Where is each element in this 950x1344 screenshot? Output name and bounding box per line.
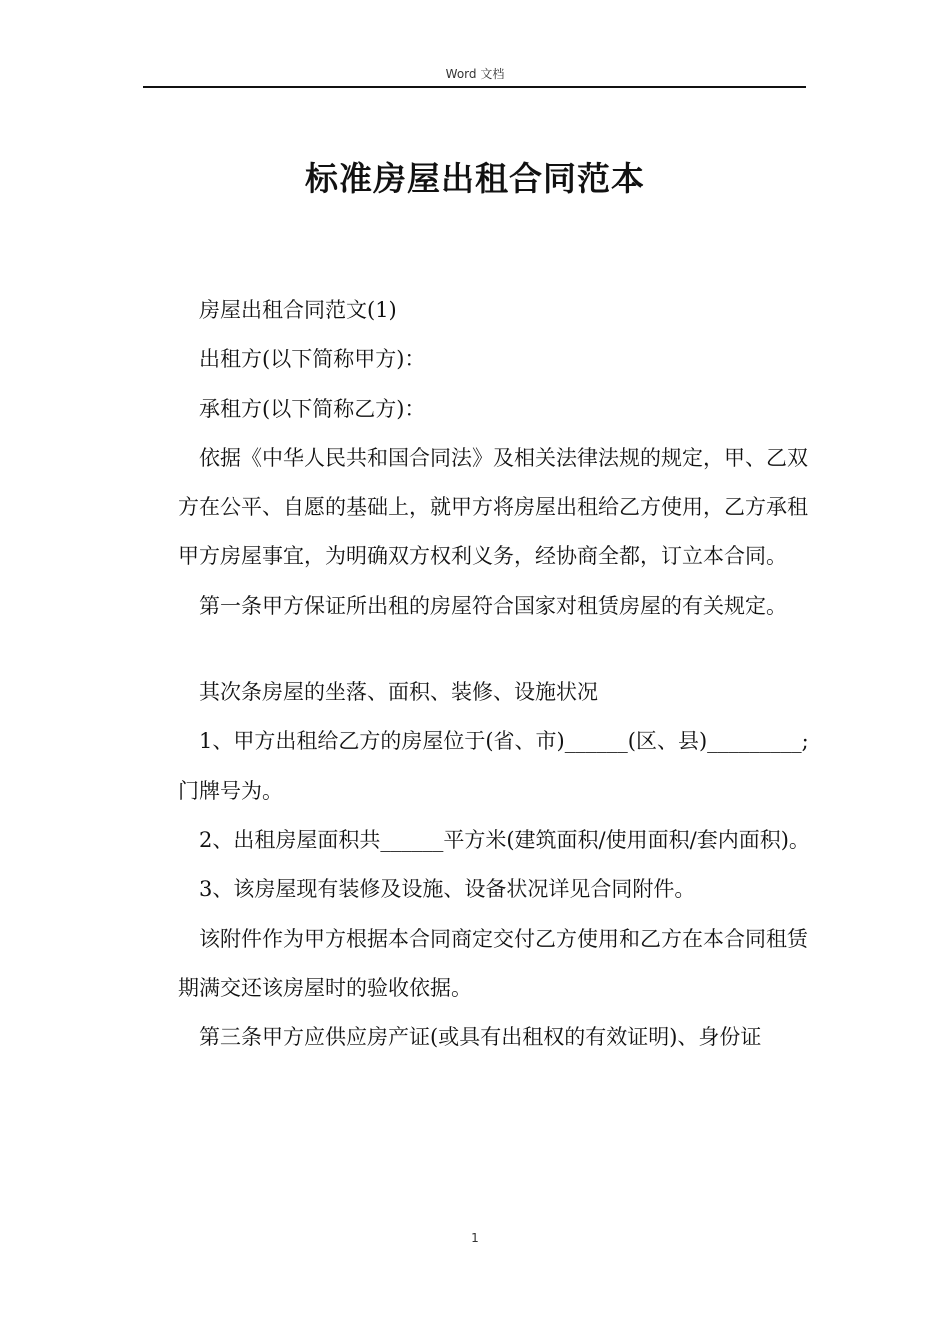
- paragraph-article-3: 第三条甲方应供应房产证(或具有出租权的有效证明)、身份证: [199, 1025, 762, 1050]
- paragraph-lessee: 承租方(以下简称乙方)：: [199, 396, 426, 421]
- paragraph-contract-heading: 房屋出租合同范文(1): [199, 298, 397, 322]
- paragraph-article-2-item-3: 3、该房屋现有装修及设施、设备状况详见合同附件。: [199, 877, 696, 902]
- paragraph-preamble: 依据《中华人民共和国合同法》及相关法律法规的规定，甲、乙双方在公平、自愿的基础上，就甲方将房屋出租给乙方使用，乙方承租甲方房屋事宜，为明确双方权利义务，经协商全都，订立本合同。: [178, 445, 808, 569]
- header-label: Word 文档: [445, 67, 505, 81]
- paragraph-attachment-note: 该附件作为甲方根据本合同商定交付乙方使用和乙方在本合同租赁期满交还该房屋时的验收依据。: [178, 926, 808, 1000]
- paragraph-article-2: 其次条房屋的坐落、面积、装修、设施状况: [199, 680, 598, 705]
- paragraph-lessor: 出租方(以下简称甲方)：: [199, 347, 426, 372]
- document-title: 标准房屋出租合同范本: [305, 159, 645, 198]
- paragraph-article-2-item-1: 1、甲方出租给乙方的房屋位于(省、市)______(区、县)_________;门牌号为。: [178, 729, 809, 803]
- page-number: 1: [471, 1231, 479, 1245]
- paragraph-article-1: 第一条甲方保证所出租的房屋符合国家对租赁房屋的有关规定。: [199, 593, 787, 618]
- header-divider: [143, 86, 806, 88]
- paragraph-spacer: [178, 631, 818, 668]
- paragraph-article-2-item-2: 2、出租房屋面积共______平方米(建筑面积/使用面积/套内面积)。: [199, 827, 810, 852]
- document-body: [178, 286, 818, 1062]
